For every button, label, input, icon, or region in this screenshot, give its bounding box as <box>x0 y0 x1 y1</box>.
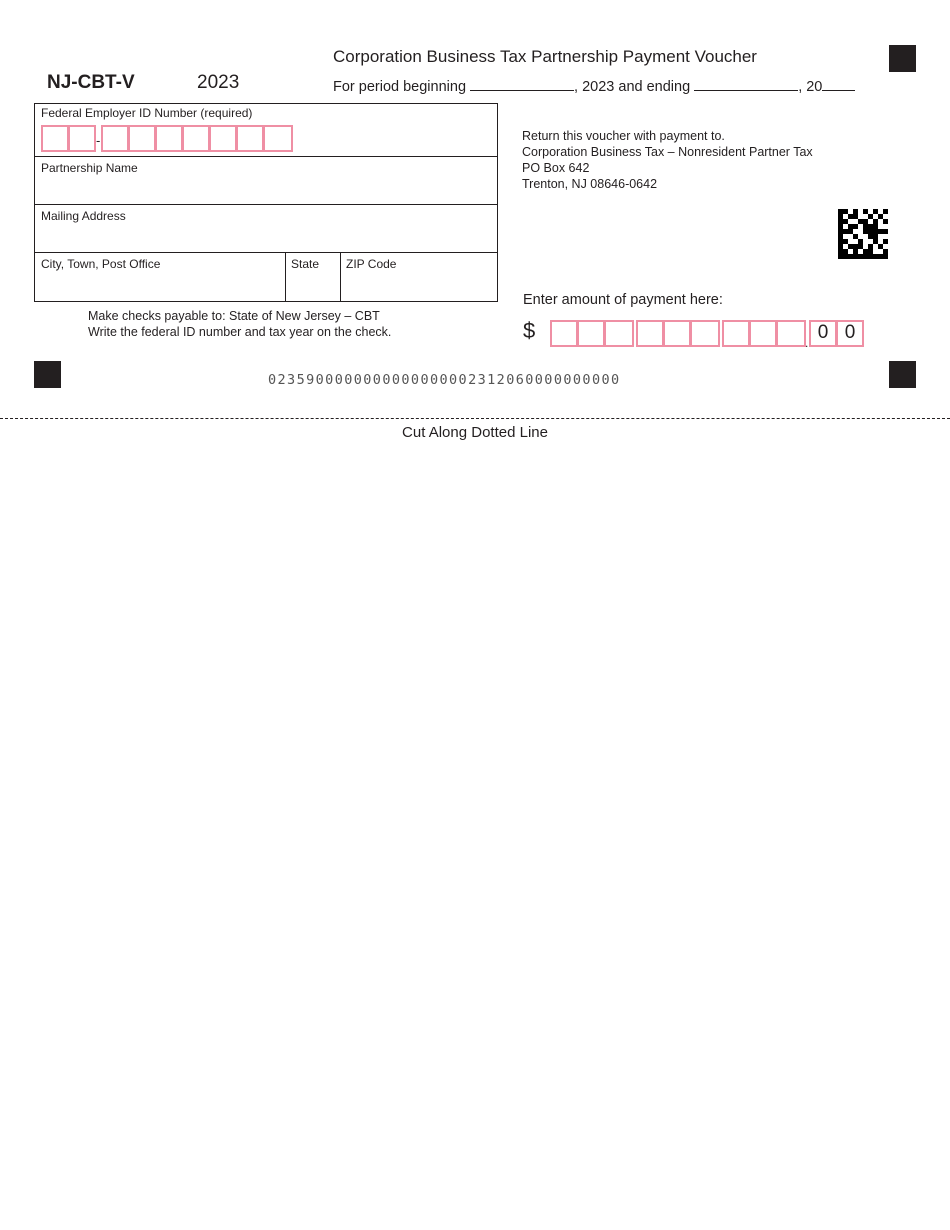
check-instructions-line-2: Write the federal ID number and tax year on the check. <box>88 325 392 339</box>
cut-label: Cut Along Dotted Line <box>402 424 548 441</box>
return-address-line-3: PO Box 642 <box>522 161 590 175</box>
fein-label: Federal Employer ID Number (required) <box>41 106 253 120</box>
partnership-name-row[interactable] <box>35 157 497 205</box>
mailing-address-row[interactable] <box>35 205 497 253</box>
fein-digit-1[interactable] <box>41 125 69 152</box>
form-id: NJ-CBT-V <box>47 72 135 93</box>
period-begin-input[interactable] <box>470 76 574 91</box>
period-end-year-input[interactable] <box>822 76 855 91</box>
zip-label: ZIP Code <box>346 257 397 271</box>
return-address-line-1: Return this voucher with payment to. <box>522 129 725 143</box>
fein-digit-8[interactable] <box>236 125 264 152</box>
period-beginning-label: For period beginning <box>333 79 467 95</box>
state-label: State <box>291 257 320 271</box>
amount-digit-7[interactable] <box>722 320 750 347</box>
fein-digit-9[interactable] <box>263 125 293 152</box>
city-field[interactable] <box>35 253 286 301</box>
amount-digit-5[interactable] <box>663 320 691 347</box>
registration-mark-bottom-left <box>34 361 61 388</box>
voucher-title: Corporation Business Tax Partnership Payment Voucher <box>333 47 757 66</box>
registration-mark-bottom-right <box>889 361 916 388</box>
period-mid-label: , 2023 and ending <box>574 79 691 95</box>
amount-digit-1[interactable] <box>550 320 578 347</box>
fein-separator: - <box>96 133 101 148</box>
decimal-point: . <box>805 336 809 350</box>
mailing-address-label: Mailing Address <box>41 209 126 223</box>
partnership-name-label: Partnership Name <box>41 161 138 175</box>
period-end-input[interactable] <box>694 76 798 91</box>
registration-mark-top-right <box>889 45 916 72</box>
check-instructions-line-1: Make checks payable to: State of New Jersey – CBT <box>88 309 380 323</box>
amount-digit-9[interactable] <box>776 320 806 347</box>
state-field[interactable] <box>286 253 341 301</box>
payment-amount-label: Enter amount of payment here: <box>523 292 723 308</box>
fein-digit-7[interactable] <box>209 125 237 152</box>
amount-digit-8[interactable] <box>749 320 777 347</box>
return-address-line-4: Trenton, NJ 08646-0642 <box>522 177 658 191</box>
zip-field[interactable] <box>341 253 497 301</box>
amount-digit-4[interactable] <box>636 320 664 347</box>
fein-digit-3[interactable] <box>101 125 129 152</box>
dollar-sign: $ <box>523 318 536 343</box>
amount-digit-3[interactable] <box>604 320 634 347</box>
fein-digit-5[interactable] <box>155 125 183 152</box>
return-address <box>522 128 813 192</box>
ocr-scanline: 0235900000000000000002312060000000000 <box>268 372 621 388</box>
cut-dotted-line <box>0 418 950 419</box>
return-address-line-2: Corporation Business Tax – Nonresident Partner Tax <box>522 145 813 159</box>
fein-digit-2[interactable] <box>68 125 96 152</box>
cents-digit-2[interactable]: 0 <box>836 320 864 347</box>
cents-digit-1[interactable]: 0 <box>809 320 837 347</box>
amount-digit-6[interactable] <box>690 320 720 347</box>
check-instructions <box>88 308 391 340</box>
fein-digit-4[interactable] <box>128 125 156 152</box>
tax-year: 2023 <box>197 72 240 93</box>
period-line <box>333 76 855 95</box>
city-label: City, Town, Post Office <box>41 257 161 271</box>
2d-barcode-icon <box>838 209 888 259</box>
period-end-label: , 20 <box>798 79 823 95</box>
amount-digit-2[interactable] <box>577 320 605 347</box>
fein-digit-6[interactable] <box>182 125 210 152</box>
